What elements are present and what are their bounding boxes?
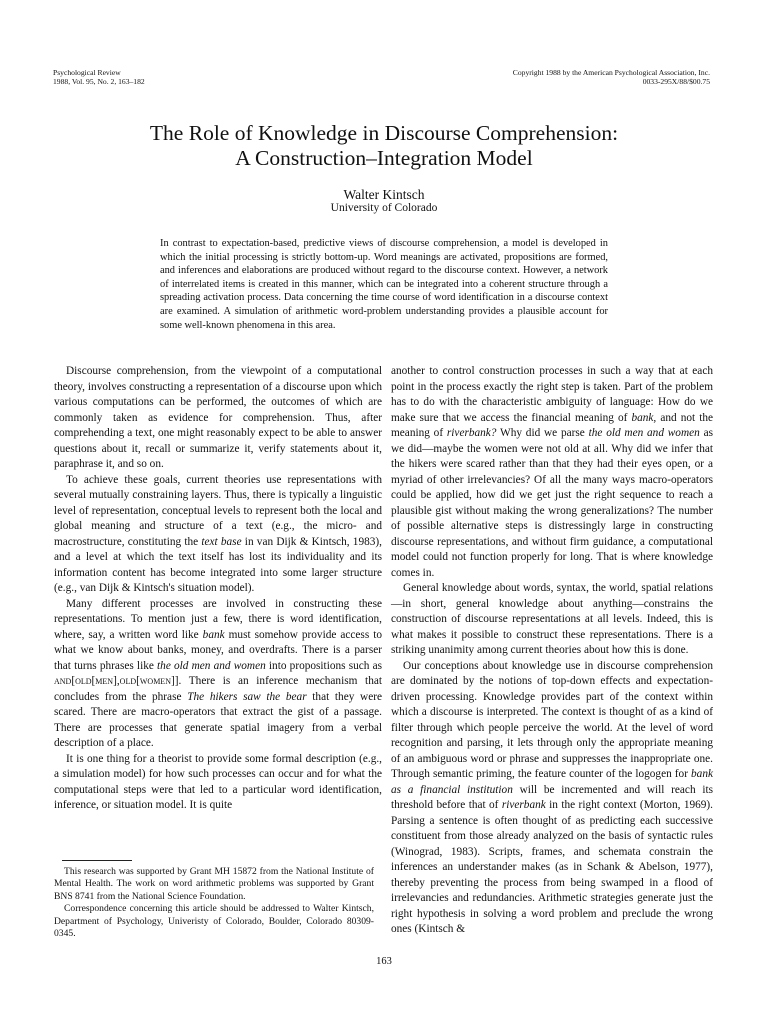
paragraph: Discourse comprehension, from the viewpoint of a computational theory, involves constructing a representation of a discourse upon which various computations can be performed, the outcomes of which are commonly taken as evidence for comprehension. Thus, after comprehending a text, one might reasonably expect to be able to answer questions about it, recall or summarize it, verify statements about it, paraphrase it, and so on. [54, 365, 382, 470]
paper-title [0, 121, 768, 171]
copyright-line: Copyright 1988 by the American Psychological Association, Inc. [512, 68, 710, 77]
paragraph: To achieve these goals, current theories use representations with several mutually constraining layers. Thus, there is typically a linguistic level of representation, conceptual levels to represent both the local and global meaning and structure of a text (e.g., the micro- and macrostructure, constituting the text base in van Dijk & Kintsch, 1983), and a level at which the text itself has lost its individuality and its information content has become integrated into some larger structure (e.g., van Dijk & Kintsch's situation model). [54, 473, 382, 594]
page-number: 163 [376, 956, 392, 967]
paragraph: General knowledge about words, syntax, the world, spatial relations—in short, general knowledge about anything—constrains the construction of discourse representations at all levels. Indeed, this is what makes it possible to construct these representations. There is a striking unanimity among current theories about how this is done. [391, 582, 713, 656]
footnote [54, 866, 374, 940]
paragraph: Our conceptions about knowledge use in discourse comprehension are dominated by the notions of top-down effects and expectation-driven processing. Knowledge provides part of the context within which a discourse is interpreted. The context is thought of as a kind of filter through which people perceive the world. At the level of word recognition and parsing, it lets through only the appropriate meaning of an ambiguous word or phrase and suppresses the inappropriate one. Through semantic priming, the feature counter of the logogen for bank as a financial institution will be incremented and will reach its threshold before that of riverbank in the right context (Morton, 1969). Parsing a sentence is often thought of as predicting each successive constituent from those already analyzed on the basis of syntactic rules (Winograd, 1983). Scripts, frames, and schemata constrain the inferences an understander makes (as in Schank & Abelson, 1977), thereby preventing the process from being swamped in a flood of irrelevancies and redundancies. Arithmetic strategies generate just the right hypothesis in solving a word problem and preclude the wrong ones (Kintsch & [391, 659, 713, 935]
issn-code: 0033-295X/88/$00.75 [642, 76, 710, 86]
paragraph: Many different processes are involved in constructing these representations. To mention just a few, there is word identification, where, say, a written word like bank must somehow provide access to what we know about banks, money, and overdrafts. There is a parser that turns phrases like the old men and women into propositions such as and[old[men],old[women]]. There is an inference mechanism that concludes from the phrase The hikers saw the bear that they were scared. There are macro-operators that extract the gist of a passage. There are processes that generate spatial imagery from a verbal description of a place. [54, 597, 382, 749]
footnote-correspondence: Correspondence concerning this article should be addressed to Walter Kintsch, Department of Psychology, Univeristy of Colorado, Boulder, Colorado 80309-0345. [54, 903, 374, 940]
running-header-left [53, 69, 145, 86]
title-line-2: A Construction–Integration Model [235, 146, 533, 170]
paragraph: another to control construction processes in such a way that at each point in the process exactly the right step is taken. Part of the problem has to do with the characteristic ambiguity of language: How do we make sure that we access the financial meaning of bank, and not the meaning of riverbank? Why did we parse the old men and women as we did—maybe the women were not old at all. Why did we infer that the hikers were scared rather than that they had their eyes open, or a myriad of other irrelevancies? Of all the many ways macro-operators could be applied, how did we get just the right sequence to reach a plausible gist without making the wrong generalizations? The number of possible alternative steps is distressingly large in constructing discourse representations, and without firm guidance, a computational model could not function properly for long. That is where knowledge comes in. [391, 365, 713, 579]
footnote-funding: This research was supported by Grant MH 15872 from the National Institute of Mental Health. The work on word arithmetic problems was supported by Grant BNS 8741 from the National Science Foundation. [54, 866, 374, 902]
journal-volume: 1988, Vol. 95, No. 2, 163–182 [53, 76, 145, 86]
author-affiliation: University of Colorado [330, 202, 438, 214]
footnote-divider [62, 860, 132, 861]
running-header-right [513, 69, 710, 86]
title-line-1: The Role of Knowledge in Discourse Comprehension: [149, 121, 619, 145]
author-name: Walter Kintsch [343, 187, 425, 202]
paragraph: It is one thing for a theorist to provide some formal description (e.g., a simulation model) for how such processes can occur and for what the computational steps were that led to a particular word identification, inference, or situation model. It is quite [54, 752, 382, 811]
journal-name: Psychological Review [53, 68, 121, 77]
right-column [391, 364, 713, 938]
left-column [54, 364, 382, 814]
abstract: In contrast to expectation-based, predictive views of discourse comprehension, a model is developed in which the initial processing is strictly bottom-up. Word meanings are activated, propositions are formed, and inferences and elaborations are produced without regard to the discourse context. However, a network of interrelated items is created in this manner, which can be integrated into a coherent structure through a spreading activation process. Data concerning the time course of word identification in a discourse context are examined. A simulation of arithmetic word-problem understanding provides a plausible account for some well-known phenomena in this area. [160, 238, 608, 331]
